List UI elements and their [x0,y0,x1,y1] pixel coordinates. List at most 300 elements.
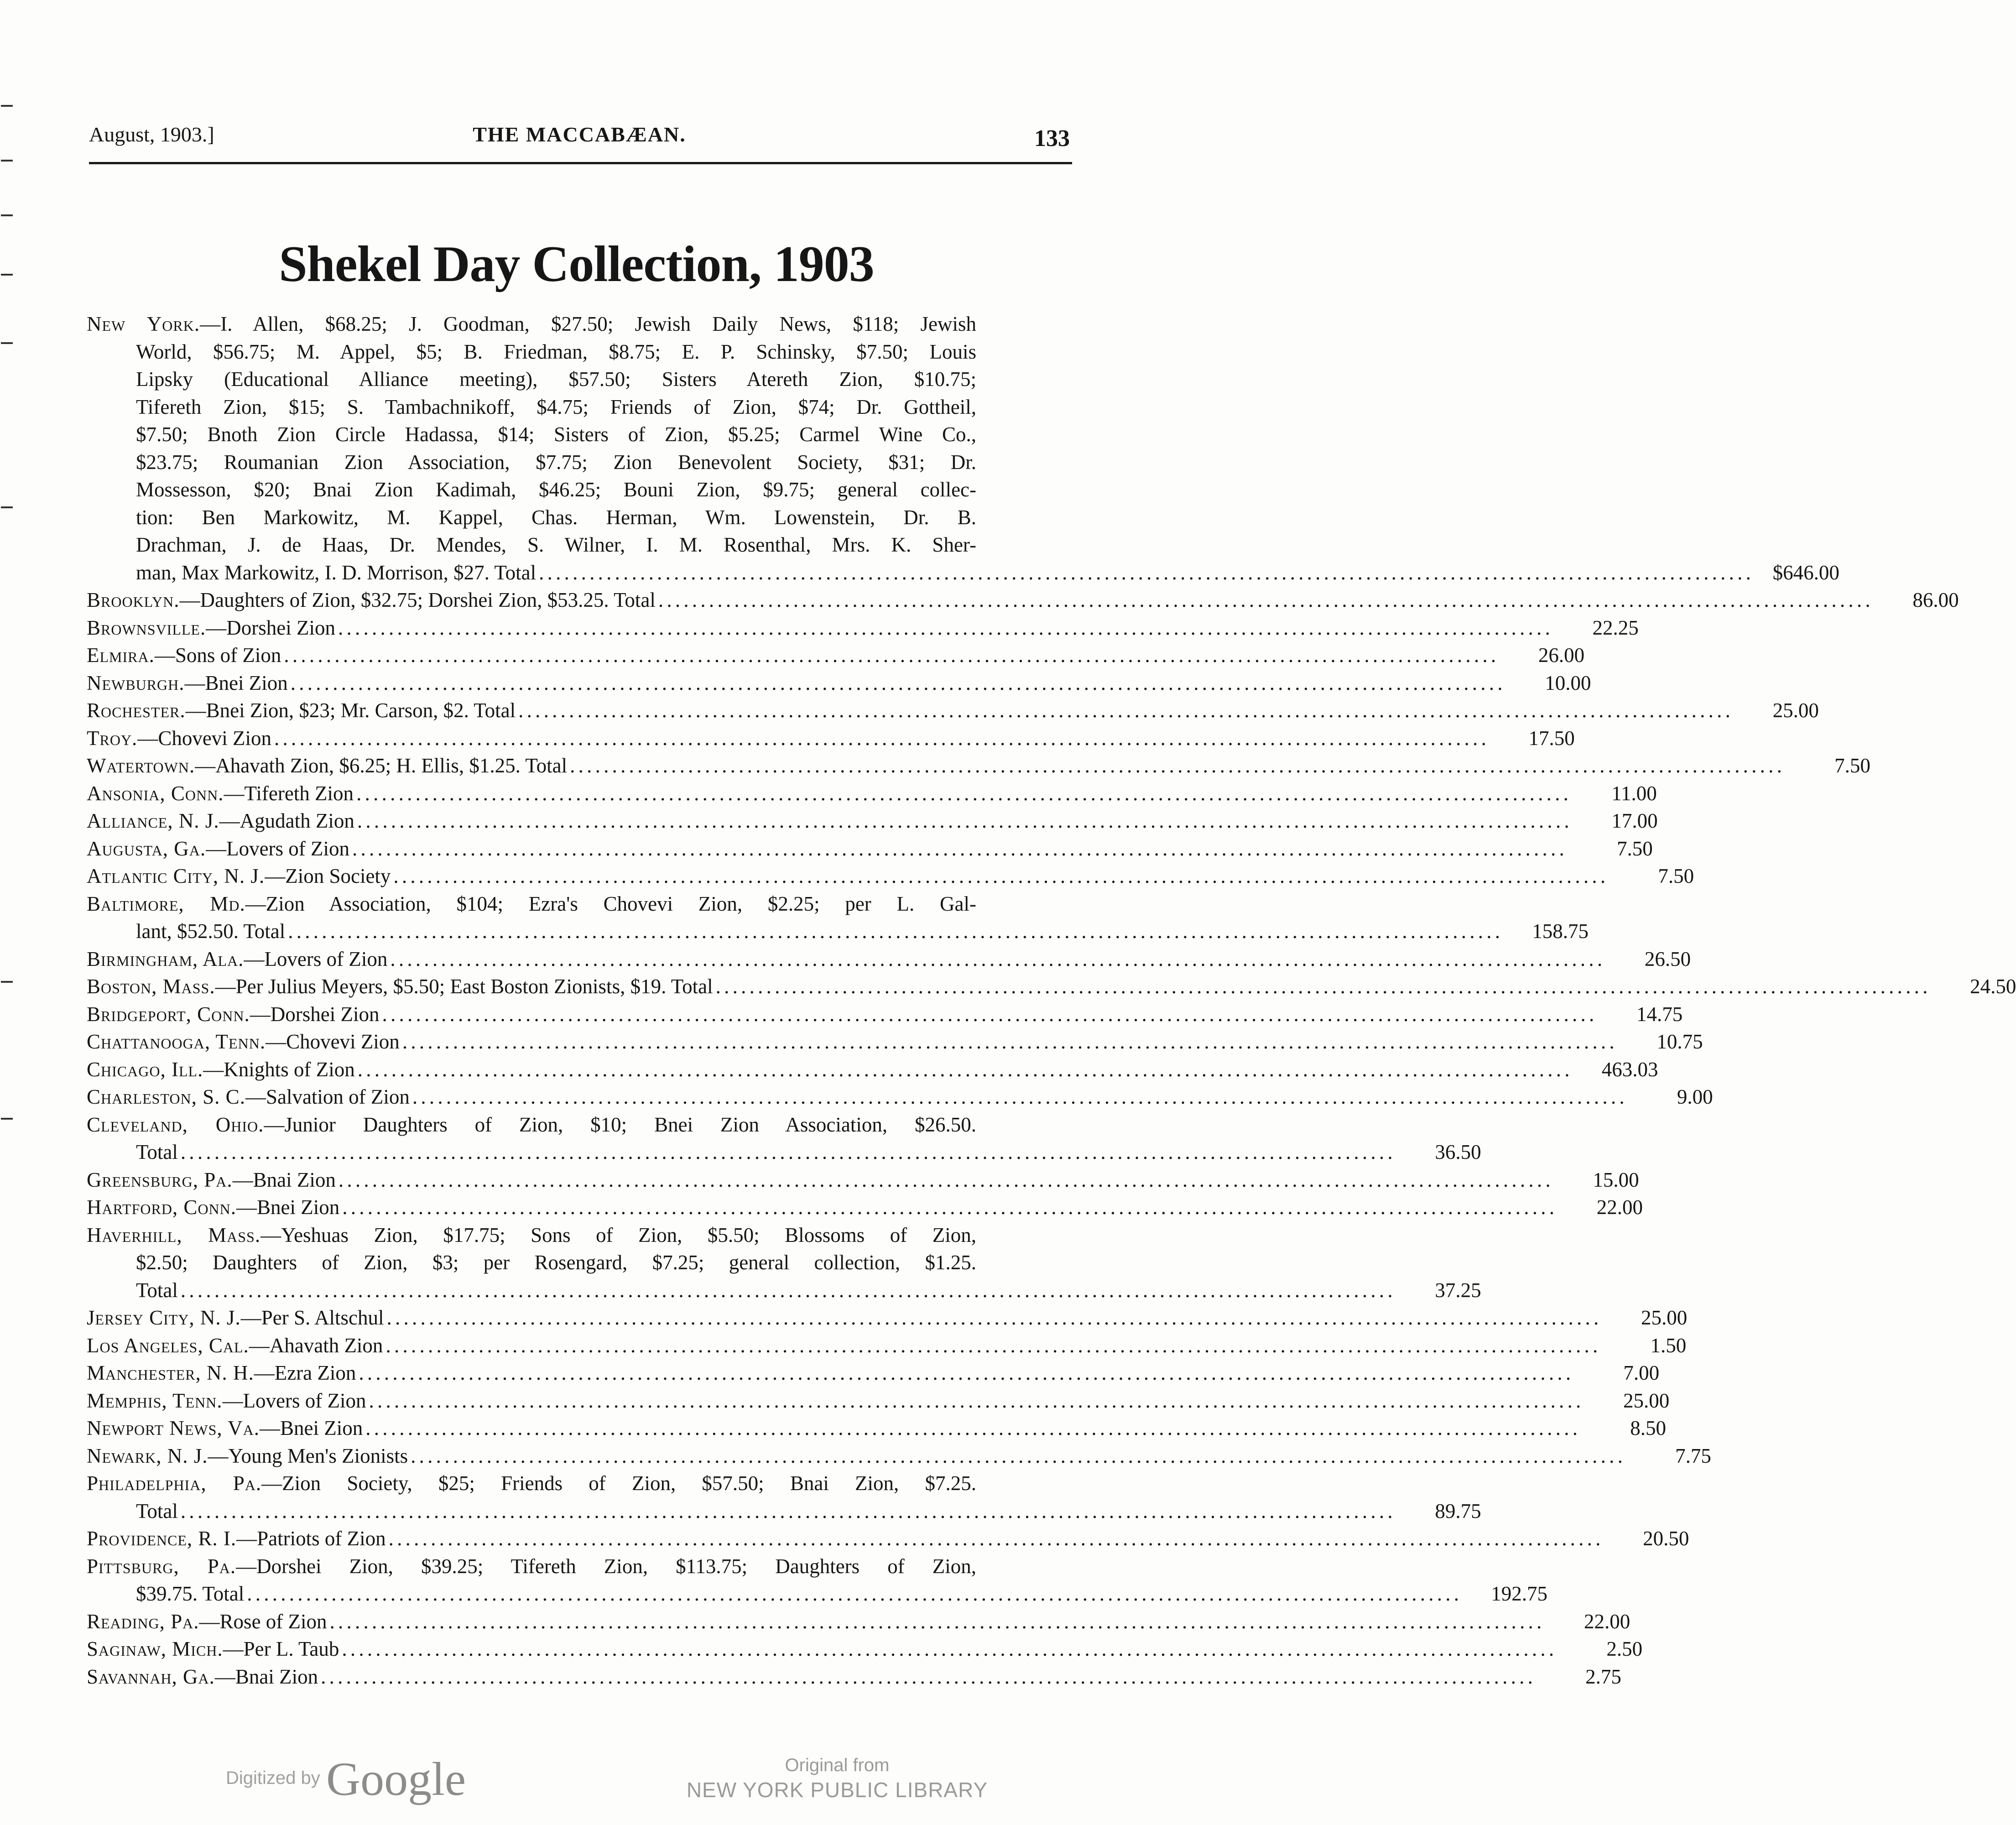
leader-dots [408,1442,1625,1470]
entry-detail: $39.75. Total [136,1582,245,1605]
entry-line [87,1580,1548,1608]
entry-place: Hartford, Conn. [87,1196,237,1219]
entry-line [87,1442,1711,1470]
collection-entry [87,586,1959,614]
entry-detail: —Bnai Zion [232,1168,336,1191]
entry-detail: —Per L. Taub [223,1637,339,1660]
entry-line [87,476,1063,504]
entry-text [87,1166,336,1194]
page-number: 133 [1034,125,1070,151]
leader-dots [327,1608,1544,1636]
leader-dots [386,1525,1603,1553]
entry-place: Baltimore, Md. [87,892,245,915]
entry-detail: —Bnei Zion [236,1196,340,1219]
entry-detail: Mossesson, $20; Bnai Zion Kadimah, $46.25; Bouni Zion, $9.75; general collec- [136,478,976,501]
entry-detail: —Bnai Zion [214,1665,318,1688]
entry-place: Newport News, Va. [87,1417,260,1439]
entry-amount: 463.03 [1601,1058,1658,1081]
entry-line [87,1414,1666,1442]
entry-detail: —Agudath Zion [219,809,354,832]
collection-entry [87,1414,1666,1442]
entry-detail: Lipsky (Educational Alliance meeting), $57.50; Sisters Atereth Zion, $10.75; [136,368,976,391]
entry-detail: Tifereth Zion, $15; S. Tambachnikoff, $4.75; Friends of Zion, $74; Dr. Gottheil, [136,395,976,418]
entry-detail: lant, $52.50. Total [136,920,286,943]
collection-entry [87,1359,1660,1387]
collection-entry [87,835,1653,863]
entry-text [87,835,349,863]
entry-place: Haverhill, Mass. [87,1223,261,1246]
original-from [662,1753,1013,1802]
entry-text [87,669,288,697]
entry-amount: 25.00 [1623,1389,1670,1412]
entry-amount: 24.50 [1970,975,2016,998]
entry-line [87,1635,1643,1663]
entry-line [87,1028,1703,1056]
entry-line [87,310,1063,338]
entry-text [87,780,354,808]
entry-detail: —Young Men's Zionists [208,1444,408,1467]
entry-place: Augusta, Ga. [87,837,206,860]
entry-amount: 25.00 [1641,1306,1688,1329]
entry-detail: —Bnei Zion [184,671,288,694]
entry-place: Greensburg, Pa. [87,1168,233,1191]
entry-line [87,614,1639,642]
entry-line [87,890,1063,918]
collection-entry [87,641,1585,669]
entry-text [87,1001,379,1028]
entry-text [87,1387,366,1415]
entry-amount: 192.75 [1491,1582,1548,1605]
entry-detail: Drachman, J. de Haas, Dr. Mendes, S. Wilner, I. M. Rosenthal, Mrs. K. Sher- [136,533,976,556]
entry-detail: —Patriots of Zion [236,1527,386,1550]
entry-place: Cleveland, Ohio. [87,1113,264,1136]
entry-place: New York. [87,313,200,335]
entry-detail: —Junior Daughters of Zion, $10; Bnei Zion Association, $26.50. [264,1113,976,1136]
leader-dots [244,1580,1461,1608]
entry-line [87,1359,1660,1387]
leader-dots [383,1332,1599,1360]
journal-title: THE MACCABÆAN. [473,123,686,146]
leader-dots [318,1663,1535,1691]
entry-line [87,504,1063,532]
entry-detail: World, $56.75; M. Appel, $5; B. Friedman, $8.75; E. P. Schinsky, $7.50; Louis [136,340,976,363]
entry-place: Brooklyn. [87,589,180,611]
entry-detail: —Daughters of Zion, $32.75; Dorshei Zion, $53.25. Total [179,589,656,611]
entry-text [87,1221,976,1249]
entry-amount: 7.50 [1617,837,1653,860]
collection-entry [87,1442,1711,1470]
entry-amount: 89.75 [1435,1499,1481,1523]
original-from-label: Original from [785,1755,890,1775]
entry-text [136,476,976,504]
entry-line [87,1083,1713,1111]
entry-line [87,1221,1063,1249]
entry-text [87,614,335,642]
entry-line [87,1663,1621,1691]
entry-text [87,1663,318,1691]
leader-dots [391,862,1607,890]
collection-entry [87,1001,1683,1028]
footer [0,1753,1153,1811]
entry-line [87,752,1870,780]
entry-text [136,421,976,448]
entry-place: Savannah, Ga. [87,1665,215,1688]
entry-place: Rochester. [87,699,186,722]
entry-line [87,365,1063,393]
leader-dots [285,918,1502,945]
entry-detail: —Ahavath Zion [249,1334,383,1357]
entry-amount: $646.00 [1772,561,1839,584]
entry-line [87,1525,1689,1553]
entry-line [87,1277,1481,1304]
entry-text [87,1359,356,1387]
entry-amount: 2.75 [1585,1665,1621,1688]
entry-detail: —Ahavath Zion, $6.25; H. Ellis, $1.25. Total [195,754,568,777]
leader-dots [354,807,1571,835]
leader-dots [178,1497,1395,1525]
entry-detail: —Lovers of Zion [244,947,388,970]
entry-line [87,338,1063,366]
entry-line [87,1332,1687,1360]
entry-place: Bridgeport, Conn. [87,1002,250,1026]
collection-entry [87,1635,1643,1663]
entry-line [87,1553,1063,1580]
entry-place: Chattanooga, Tenn. [87,1030,266,1053]
entry-detail: —Knights of Zion [203,1058,355,1081]
entry-amount: 10.75 [1657,1030,1703,1053]
leader-dots [379,1001,1596,1028]
entry-place: Philadelphia, Pa. [87,1472,262,1495]
entry-text [136,559,536,587]
entry-detail: —Chovevi Zion [266,1030,400,1053]
entry-line [87,1138,1481,1166]
entry-detail: —Rose of Zion [199,1610,327,1633]
entry-text [136,504,976,532]
entry-place: Troy. [87,726,138,750]
entry-detail: —Salvation of Zion [245,1085,410,1108]
collection-entry [87,780,1657,808]
entry-detail: —Per S. Altschul [240,1306,384,1329]
entry-text [87,725,271,752]
entry-text [136,1497,178,1525]
entry-detail: $23.75; Roumanian Zion Association, $7.75; Zion Benevolent Society, $31; Dr. [136,450,976,474]
entry-line [87,1001,1683,1028]
entry-amount: 26.50 [1644,947,1691,970]
collection-entry [87,697,1819,725]
collection-entry [87,1028,1703,1056]
leader-dots [384,1304,1600,1332]
entry-line [87,1304,1688,1332]
entry-text [87,945,387,973]
entry-line [87,807,1658,835]
leader-dots [366,1387,1583,1415]
entry-amount: 7.00 [1623,1361,1660,1384]
entry-detail: —Tifereth Zion [224,782,354,805]
entry-text [136,1277,178,1304]
entry-amount: 14.75 [1636,1002,1683,1026]
collection-entry [87,1553,1548,1608]
entry-place: Ansonia, Conn. [87,782,224,805]
entry-text [136,1249,976,1277]
entry-line [87,697,1819,725]
leader-dots [387,945,1604,973]
entry-detail: —Chovevi Zion [137,726,272,750]
entry-line [87,945,1691,973]
entry-detail: —Zion Association, $104; Ezra's Chovevi Zion, $2.25; per L. Gal- [245,892,977,915]
leader-dots [281,641,1498,669]
entry-text [87,1111,976,1139]
leader-dots [400,1028,1616,1056]
collection-entry [87,1194,1643,1221]
entry-place: Manchester, N. H. [87,1361,254,1384]
entry-text [87,1442,408,1470]
leader-dots [339,1635,1556,1663]
entry-line [87,586,1959,614]
entry-text [136,338,976,366]
entry-text [87,1194,339,1221]
entry-place: Chicago, Ill. [87,1058,203,1081]
leader-dots [178,1277,1395,1304]
leader-dots [363,1414,1579,1442]
entry-line [87,1470,1063,1497]
entry-detail: —Ezra Zion [254,1361,356,1384]
entry-place: Providence, R. I. [87,1527,237,1550]
entry-detail: —Lovers of Zion [206,837,350,860]
leader-dots [354,780,1570,808]
entry-detail: $7.50; Bnoth Zion Circle Hadassa, $14; Sisters of Zion, $5.25; Carmel Wine Co., [136,423,976,446]
entry-place: Birmingham, Ala. [87,947,244,970]
entry-amount: 10.00 [1545,671,1591,694]
collection-entry [87,725,1575,752]
collection-entry [87,1470,1481,1525]
entry-text [87,1028,400,1056]
entry-amount: 8.50 [1630,1417,1666,1439]
entry-line [87,1111,1063,1139]
entry-line [87,1249,1063,1277]
header-rule [89,162,1072,164]
entry-text [136,448,976,476]
entry-text [87,1608,327,1636]
entry-text [87,1304,384,1332]
entry-text [136,365,976,393]
leader-dots [349,835,1566,863]
entry-line [87,1497,1481,1525]
collection-entry [87,1332,1687,1360]
entry-text [87,1635,339,1663]
google-logo: Google [326,1753,466,1805]
collection-entry [87,1525,1689,1553]
entry-place: Boston, Mass. [87,975,215,998]
leader-dots [336,1166,1552,1194]
entry-amount: 86.00 [1912,589,1959,611]
entry-detail: —Sons of Zion [154,644,281,667]
entry-detail: —Dorshei Zion [206,616,335,639]
entry-place: Atlantic City, N. J. [87,865,265,887]
entry-amount: 37.25 [1435,1278,1481,1302]
entry-line [87,835,1653,863]
entry-amount: 11.00 [1611,782,1657,805]
entry-amount: 22.00 [1596,1196,1643,1219]
collection-entry [87,1663,1621,1691]
entry-text [87,752,567,780]
leader-dots [536,559,1753,587]
entry-text [87,1414,363,1442]
scan-edge-marks [0,105,18,1474]
entry-detail: —Yeshuas Zion, $17.75; Sons of Zion, $5.50; Blossoms of Zion, [260,1223,976,1246]
collection-entry [87,807,1658,835]
entry-text [136,393,976,421]
leader-dots [288,669,1505,697]
leader-dots [410,1083,1626,1111]
entry-amount: 22.00 [1584,1610,1631,1633]
entry-detail: Total [136,1278,178,1302]
entry-line [87,725,1575,752]
leader-dots [713,973,1930,1001]
entry-text [87,890,976,918]
entry-line [87,448,1063,476]
entry-place: Charleston, S. C. [87,1085,245,1108]
entry-place: Elmira. [87,644,155,667]
collection-entry [87,752,1870,780]
entry-amount: 36.50 [1435,1141,1481,1163]
entry-amount: 9.00 [1677,1085,1713,1108]
entry-place: Newburgh. [87,671,185,694]
entry-amount: 158.75 [1532,920,1589,943]
library-name: NEW YORK PUBLIC LIBRARY [686,1778,988,1802]
entry-amount: 7.50 [1834,754,1870,777]
entry-place: Brownsville. [87,616,206,639]
entry-place: Jersey City, N. J. [87,1306,241,1329]
leader-dots [356,1359,1573,1387]
entry-detail: —Bnei Zion [259,1417,363,1439]
collection-entry [87,973,2016,1001]
entry-line [87,973,2016,1001]
entry-place: Saginaw, Mich. [87,1637,223,1660]
entry-place: Alliance, N. J. [87,809,219,832]
collection-entry [87,1221,1481,1304]
entry-detail: —I. Allen, $68.25; J. Goodman, $27.50; Jewish Daily News, $118; Jewish [200,313,976,335]
entry-amount: 17.00 [1611,809,1658,832]
entry-line [87,1387,1670,1415]
entry-text [87,310,976,338]
leader-dots [567,752,1784,780]
entry-detail: —Per Julius Meyers, $5.50; East Boston Zionists, $19. Total [215,975,713,998]
leader-dots [516,697,1732,725]
entry-detail: —Dorshei Zion [250,1002,380,1026]
entry-detail: man, Max Markowitz, I. D. Morrison, $27. Total [136,561,537,584]
entry-detail: —Lovers of Zion [222,1389,366,1412]
leader-dots [271,725,1488,752]
collection-entry [87,1166,1639,1194]
entry-line [87,862,1694,890]
entry-line [87,918,1589,945]
collection-entry [87,669,1591,697]
entry-text [87,586,656,614]
issue-date: August, 1903.] [89,123,214,146]
entry-amount: 26.00 [1538,644,1585,667]
entry-text [136,1580,244,1608]
entry-line [87,1056,1658,1084]
entry-place: Newark, N. J. [87,1444,208,1467]
entry-text [87,1332,383,1360]
entry-line [87,531,1063,559]
collection-entry [87,614,1639,642]
entry-place: Los Angeles, Cal. [87,1334,249,1357]
collection-entry [87,1111,1481,1166]
leader-dots [335,614,1552,642]
collection-entry [87,890,1589,945]
entry-line [87,780,1657,808]
entry-place: Reading, Pa. [87,1610,199,1633]
entry-detail: —Bnei Zion, $23; Mr. Carson, $2. Total [185,699,516,722]
entry-text [87,1470,976,1497]
entry-detail: tion: Ben Markowitz, M. Kappel, Chas. Herman, Wm. Lowenstein, Dr. B. [136,506,976,529]
entry-detail: —Dorshei Zion, $39.25; Tifereth Zion, $113.75; Daughters of Zion, [236,1554,976,1578]
page-title: Shekel Day Collection, 1903 [279,236,874,292]
entry-amount: 1.50 [1650,1334,1687,1357]
entry-text [87,1525,386,1553]
entry-amount: 7.75 [1675,1444,1711,1467]
collection-entry [87,1056,1658,1084]
entry-amount: 15.00 [1593,1168,1639,1191]
entry-place: Pittsburg, Pa. [87,1554,236,1578]
collection-entry [87,945,1691,973]
collection-entry [87,1608,1631,1636]
entry-amount: 17.50 [1528,726,1575,750]
entry-amount: 2.50 [1606,1637,1643,1660]
collection-entry [87,1304,1688,1332]
entry-line [87,1608,1631,1636]
entry-text [87,697,516,725]
entry-text [136,1138,178,1166]
entry-amount: 20.50 [1643,1527,1689,1550]
leader-dots [178,1138,1395,1166]
entry-detail: —Zion Society [265,865,391,887]
entry-text [87,973,713,1001]
entry-amount: 25.00 [1772,699,1819,722]
digitized-by-label: Digitized by [226,1768,320,1788]
entry-text [87,807,354,835]
entry-line [87,421,1063,448]
entry-detail: $2.50; Daughters of Zion, $3; per Rosengard, $7.25; general collection, $1.25. [136,1251,976,1274]
entry-line [87,559,1839,587]
entry-line [87,1166,1639,1194]
entry-line [87,393,1063,421]
entry-detail: Total [136,1499,178,1523]
entry-detail: —Zion Society, $25; Friends of Zion, $57.50; Bnai Zion, $7.25. [261,1472,976,1495]
entry-line [87,641,1585,669]
running-head [89,122,1070,159]
leader-dots [339,1194,1556,1221]
entry-text [87,1553,976,1580]
entry-text [136,918,285,945]
collection-entry [87,1387,1670,1415]
entry-line [87,669,1591,697]
entry-place: Watertown. [87,754,195,777]
collection-entry [87,310,1839,586]
entry-detail: Total [136,1141,178,1163]
entry-text [87,641,281,669]
entry-place: Memphis, Tenn. [87,1389,223,1412]
entry-text [87,1056,355,1084]
leader-dots [656,586,1872,614]
entry-text [87,1083,410,1111]
collection-list [87,310,2016,1690]
entry-line [87,1194,1643,1221]
entry-text [87,862,391,890]
collection-entry [87,1083,1713,1111]
entry-amount: 22.25 [1592,616,1639,639]
